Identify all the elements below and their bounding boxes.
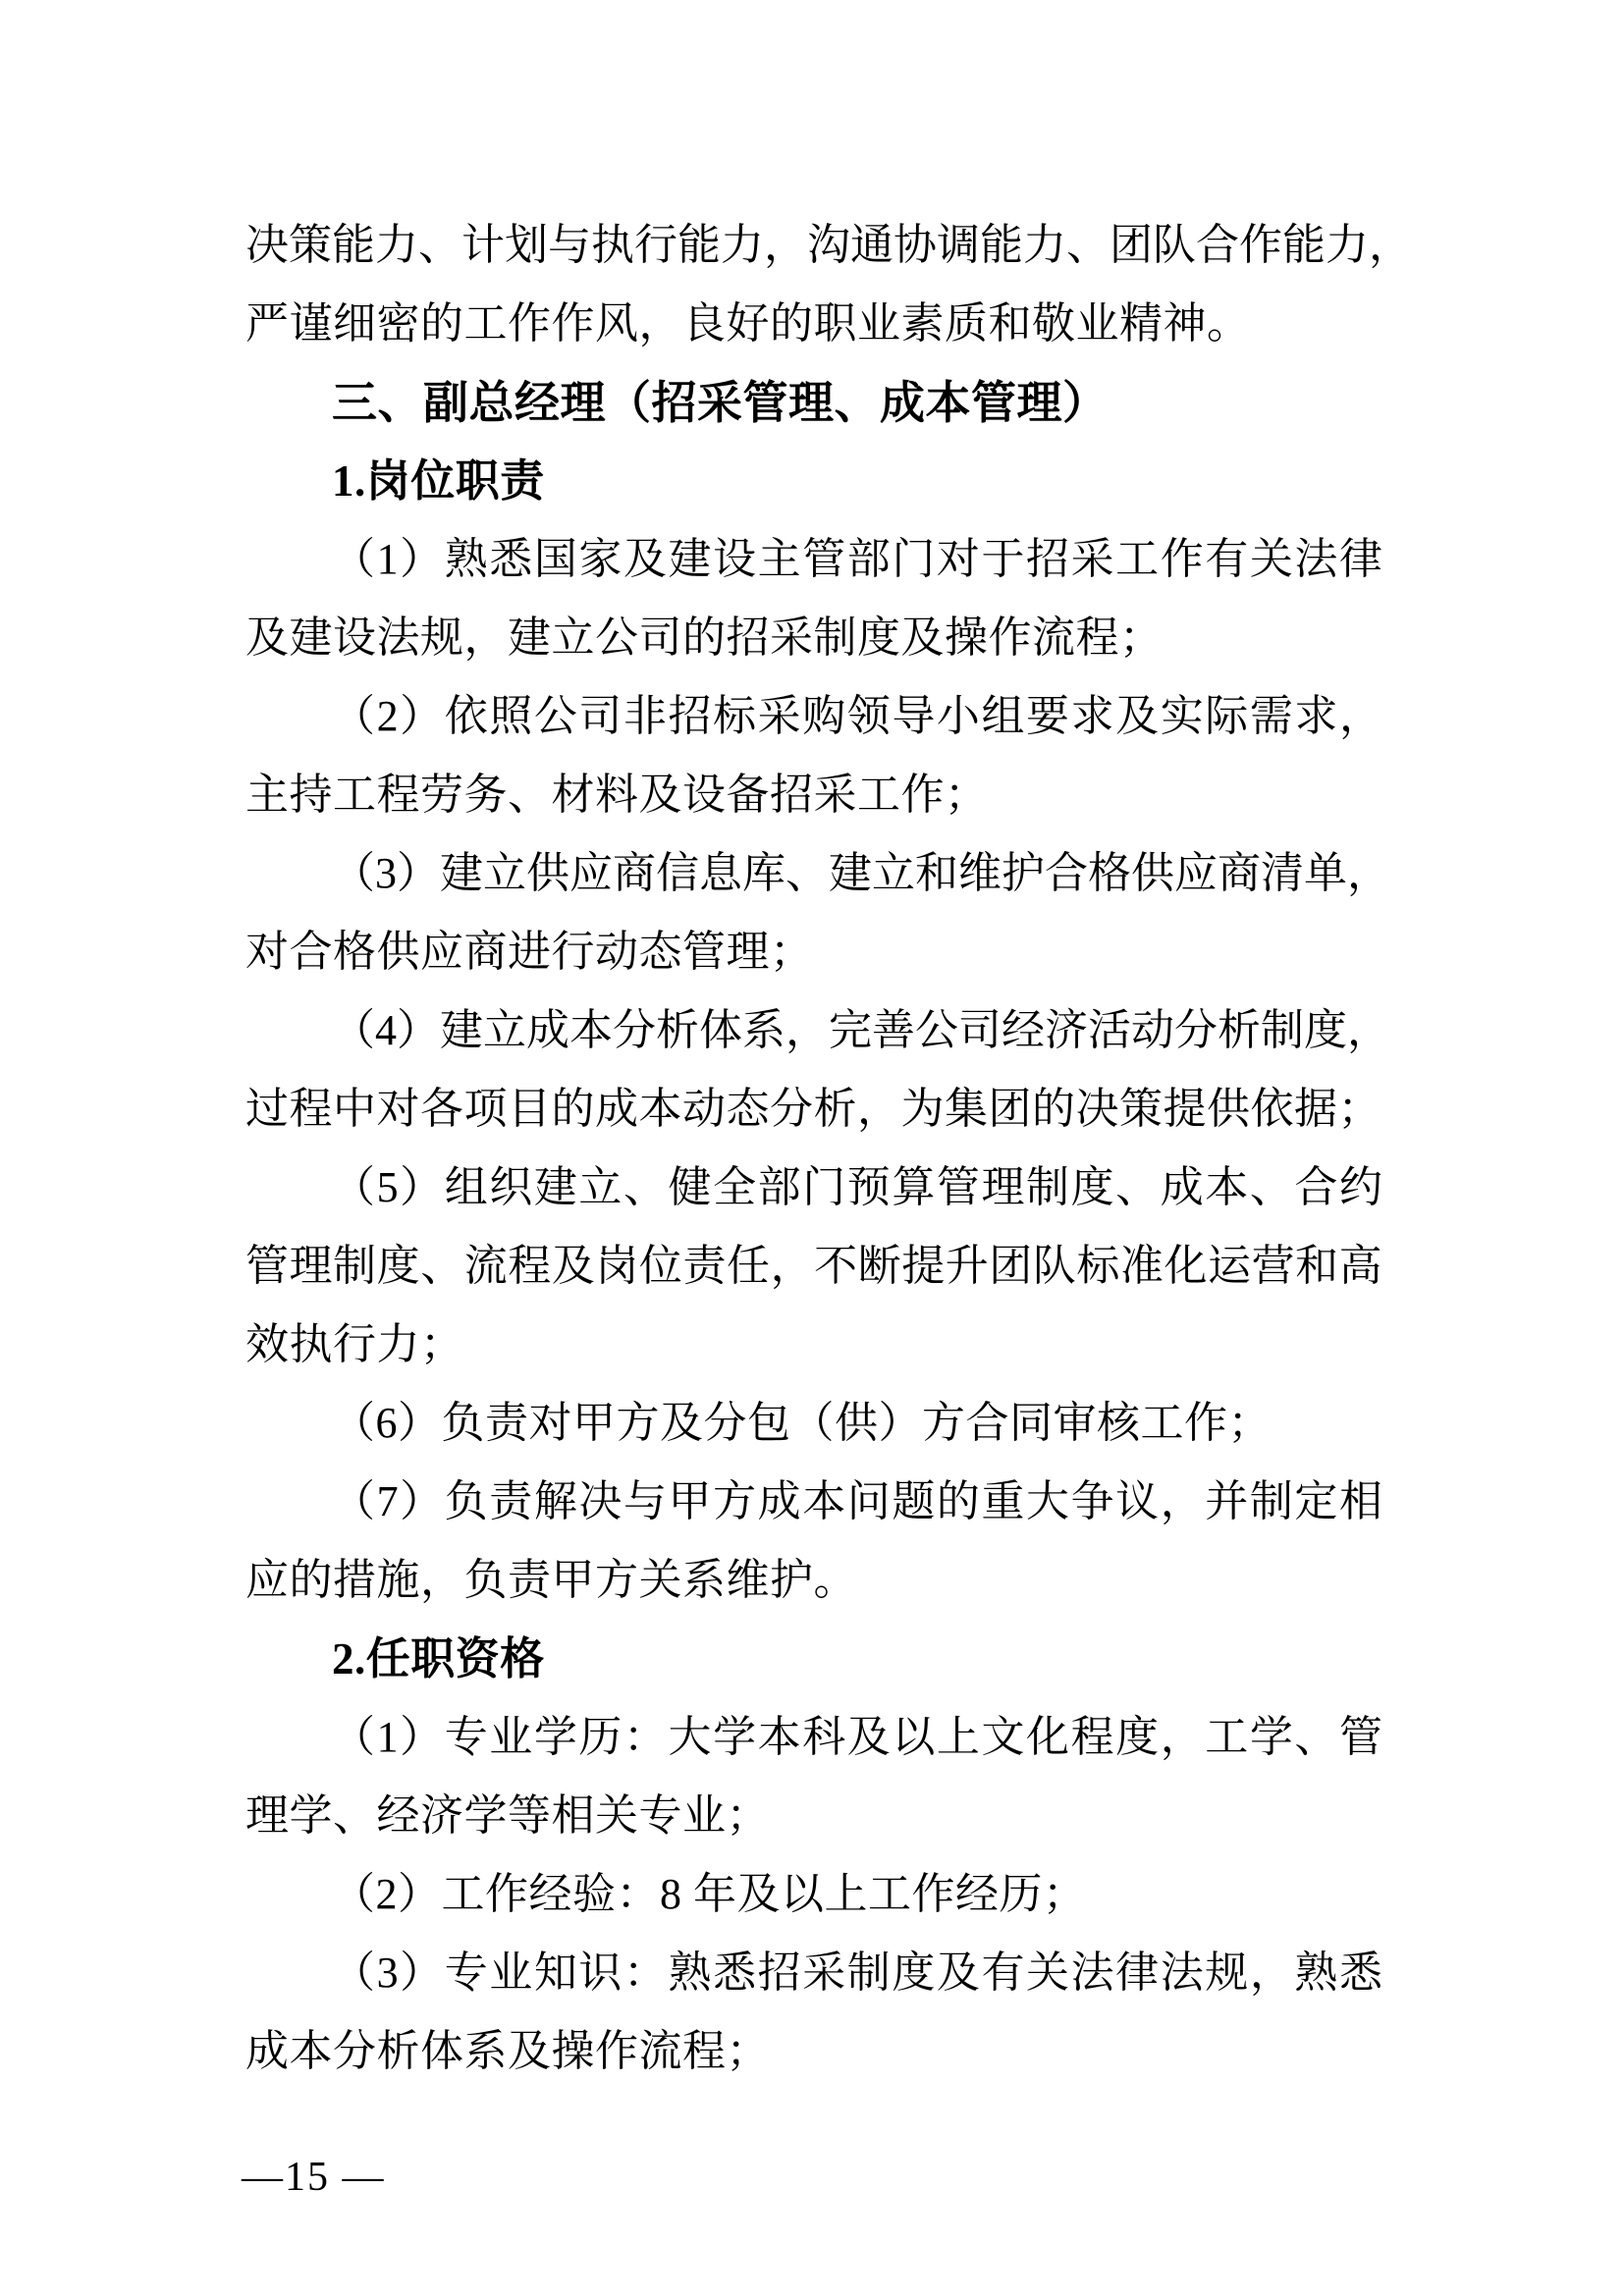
section-heading: 三、副总经理（招采管理、成本管理） (332, 377, 1109, 428)
text-line: （ 3 ） 建 立 供 应 商 信 息 库 、 建 立 和 维 护 合 格 供 应 商 清 单 ， (332, 849, 1390, 897)
text-line: （ 4 ） 建 立 成 本 分 析 体 系 ， 完 善 公 司 经 济 活 动 分 析 制 度 ， (332, 1006, 1390, 1054)
text-line: 过程中对各项目的成本动态分析，为集团的决策提供依据； (245, 1085, 1381, 1133)
text-block (245, 206, 1412, 2091)
text-line: 应的措施，负责甲方关系维护。 (245, 1556, 857, 1604)
text-line: （ 3 ） 专 业 知 识 ： 熟 悉 招 采 制 度 及 有 关 法 律 法 规 ， 熟 悉 (332, 1949, 1382, 1997)
text-line: 对合格供应商进行动态管理； (245, 928, 814, 976)
text-line: （ 1 ） 专 业 学 历 ： 大 学 本 科 及 以 上 文 化 程 度 ， 工 学 、 管 (332, 1713, 1382, 1761)
subsection-title: 2.任职资格 (332, 1634, 545, 1683)
text-line: （ 1 ） 熟 悉 国 家 及 建 设 主 管 部 门 对 于 招 采 工 作 有 关 法 律 (332, 535, 1382, 583)
text-line: 及建设法规，建立公司的招采制度及操作流程； (245, 614, 1164, 662)
text-line: （ 5 ） 组 织 建 立 、 健 全 部 门 预 算 管 理 制 度 、 成 本 、 合 约 (332, 1163, 1382, 1211)
text-line: （ 7 ） 负 责 解 决 与 甲 方 成 本 问 题 的 重 大 争 议 ， 并 制 定 相 (332, 1477, 1382, 1525)
text-line: （2）工作经验：8 年及以上工作经历； (332, 1870, 1087, 1918)
text-line: 效执行力； (245, 1320, 464, 1368)
text-line: 严谨细密的工作作风，良好的职业素质和敬业精神。 (245, 299, 1251, 347)
text-line: 管 理 制 度 、 流 程 及 岗 位 责 任 ， 不 断 提 升 团 队 标 准 化 运 营 和 高 (245, 1242, 1382, 1290)
text-line: （ 2 ） 依 照 公 司 非 招 标 采 购 领 导 小 组 要 求 及 实 际 需 求 ， (332, 692, 1382, 740)
text-line: （6）负责对甲方及分包（供）方合同审核工作； (332, 1399, 1272, 1447)
text-line: 成本分析体系及操作流程； (245, 2027, 770, 2075)
page-number: —15 — (242, 2155, 386, 2200)
text-line: 主持工程劳务、材料及设备招采工作； (245, 771, 989, 819)
text-line: 决 策 能 力 、 计 划 与 执 行 能 力 ， 沟 通 协 调 能 力 、 团 队 合 作 能 力 ， (245, 221, 1412, 269)
subsection-title: 1.岗位职责 (332, 456, 545, 506)
text-line: 理学、经济学等相关专业； (245, 1791, 770, 1840)
